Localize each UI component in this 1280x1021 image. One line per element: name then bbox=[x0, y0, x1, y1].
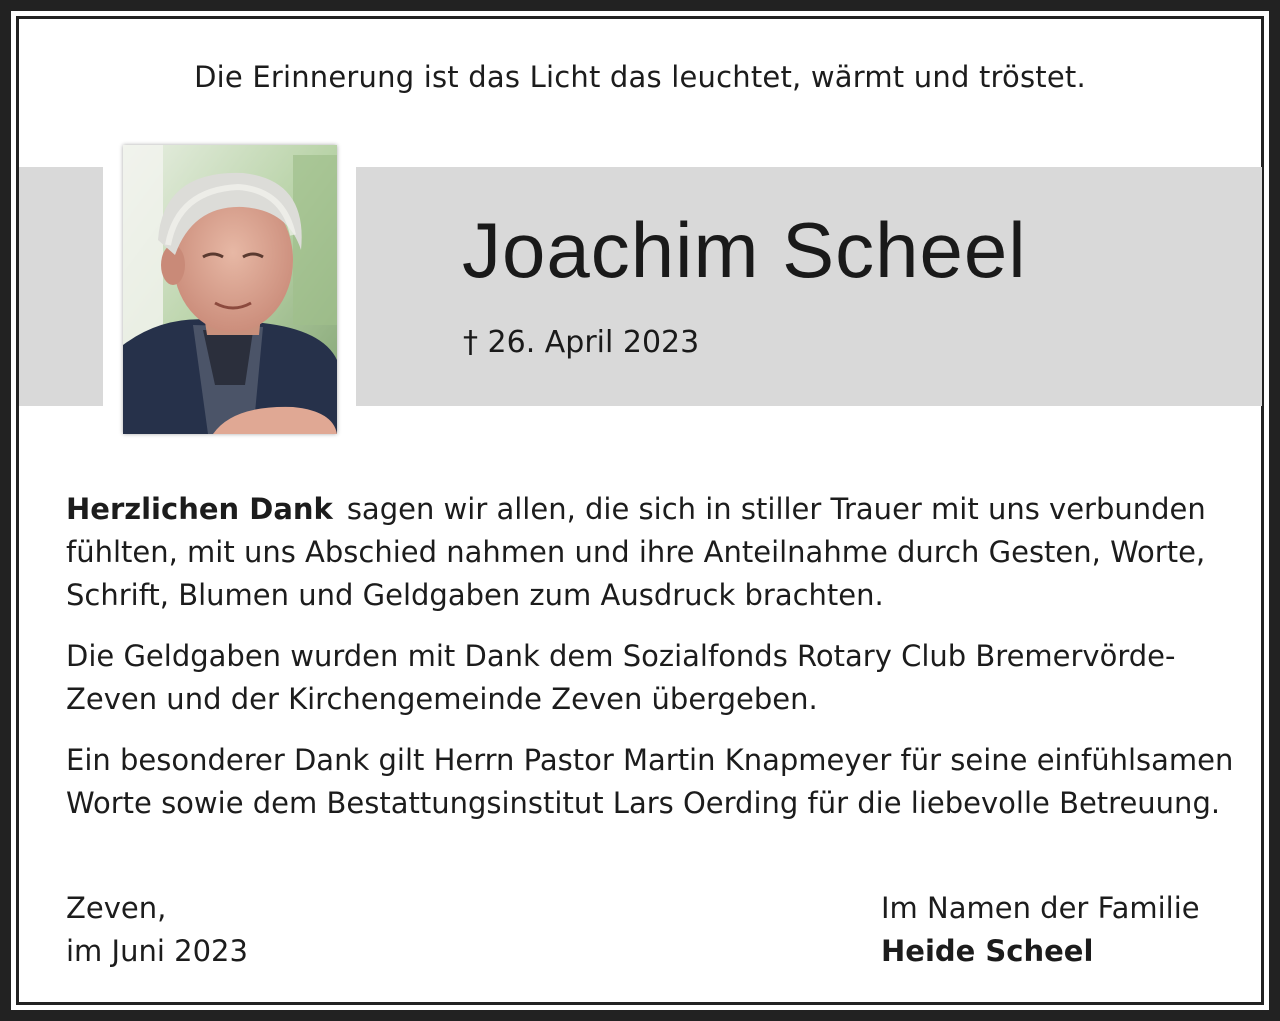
portrait-photo bbox=[123, 145, 337, 434]
death-date: † 26. April 2023 bbox=[463, 325, 700, 360]
thanks-paragraph-2: Die Geldgaben wurden mit Dank dem Sozialfonds Rotary Club Bremervörde-Zeven und der Kirchengemeinde Zeven übergeben. bbox=[66, 639, 1176, 716]
thanks-paragraph-3: Ein besonderer Dank gilt Herrn Pastor Martin Knapmeyer für seine einfühlsamen Worte sowie dem Bestattungsinstitut Lars Oerding für die liebevolle Betreuung. bbox=[66, 743, 1234, 820]
grey-band-left bbox=[19, 167, 103, 406]
motto-line: Die Erinnerung ist das Licht das leuchtet, wärmt und tröstet. bbox=[194, 60, 1086, 94]
on-behalf-line: Im Namen der Familie bbox=[881, 891, 1200, 925]
thanks-text bbox=[66, 488, 1236, 843]
deceased-name: Joachim Scheel bbox=[462, 206, 1027, 294]
thanks-lead: Herzlichen Dank bbox=[66, 492, 333, 526]
signature bbox=[881, 887, 1200, 973]
place: Zeven, bbox=[66, 891, 167, 925]
portrait-image bbox=[123, 145, 337, 434]
thanks-paragraph-1-text: sagen wir allen, die sich in stiller Trauer mit uns verbunden fühlten, mit uns Abschied nahmen und ihre Anteilnahme durch Gesten, Worte, Schrift, Blumen und Geldgaben zum Ausdruck brachten. bbox=[66, 492, 1206, 612]
date: im Juni 2023 bbox=[66, 934, 248, 968]
signer-name: Heide Scheel bbox=[881, 934, 1094, 968]
thanks-paragraph-1 bbox=[66, 488, 1236, 617]
place-date bbox=[66, 887, 248, 973]
